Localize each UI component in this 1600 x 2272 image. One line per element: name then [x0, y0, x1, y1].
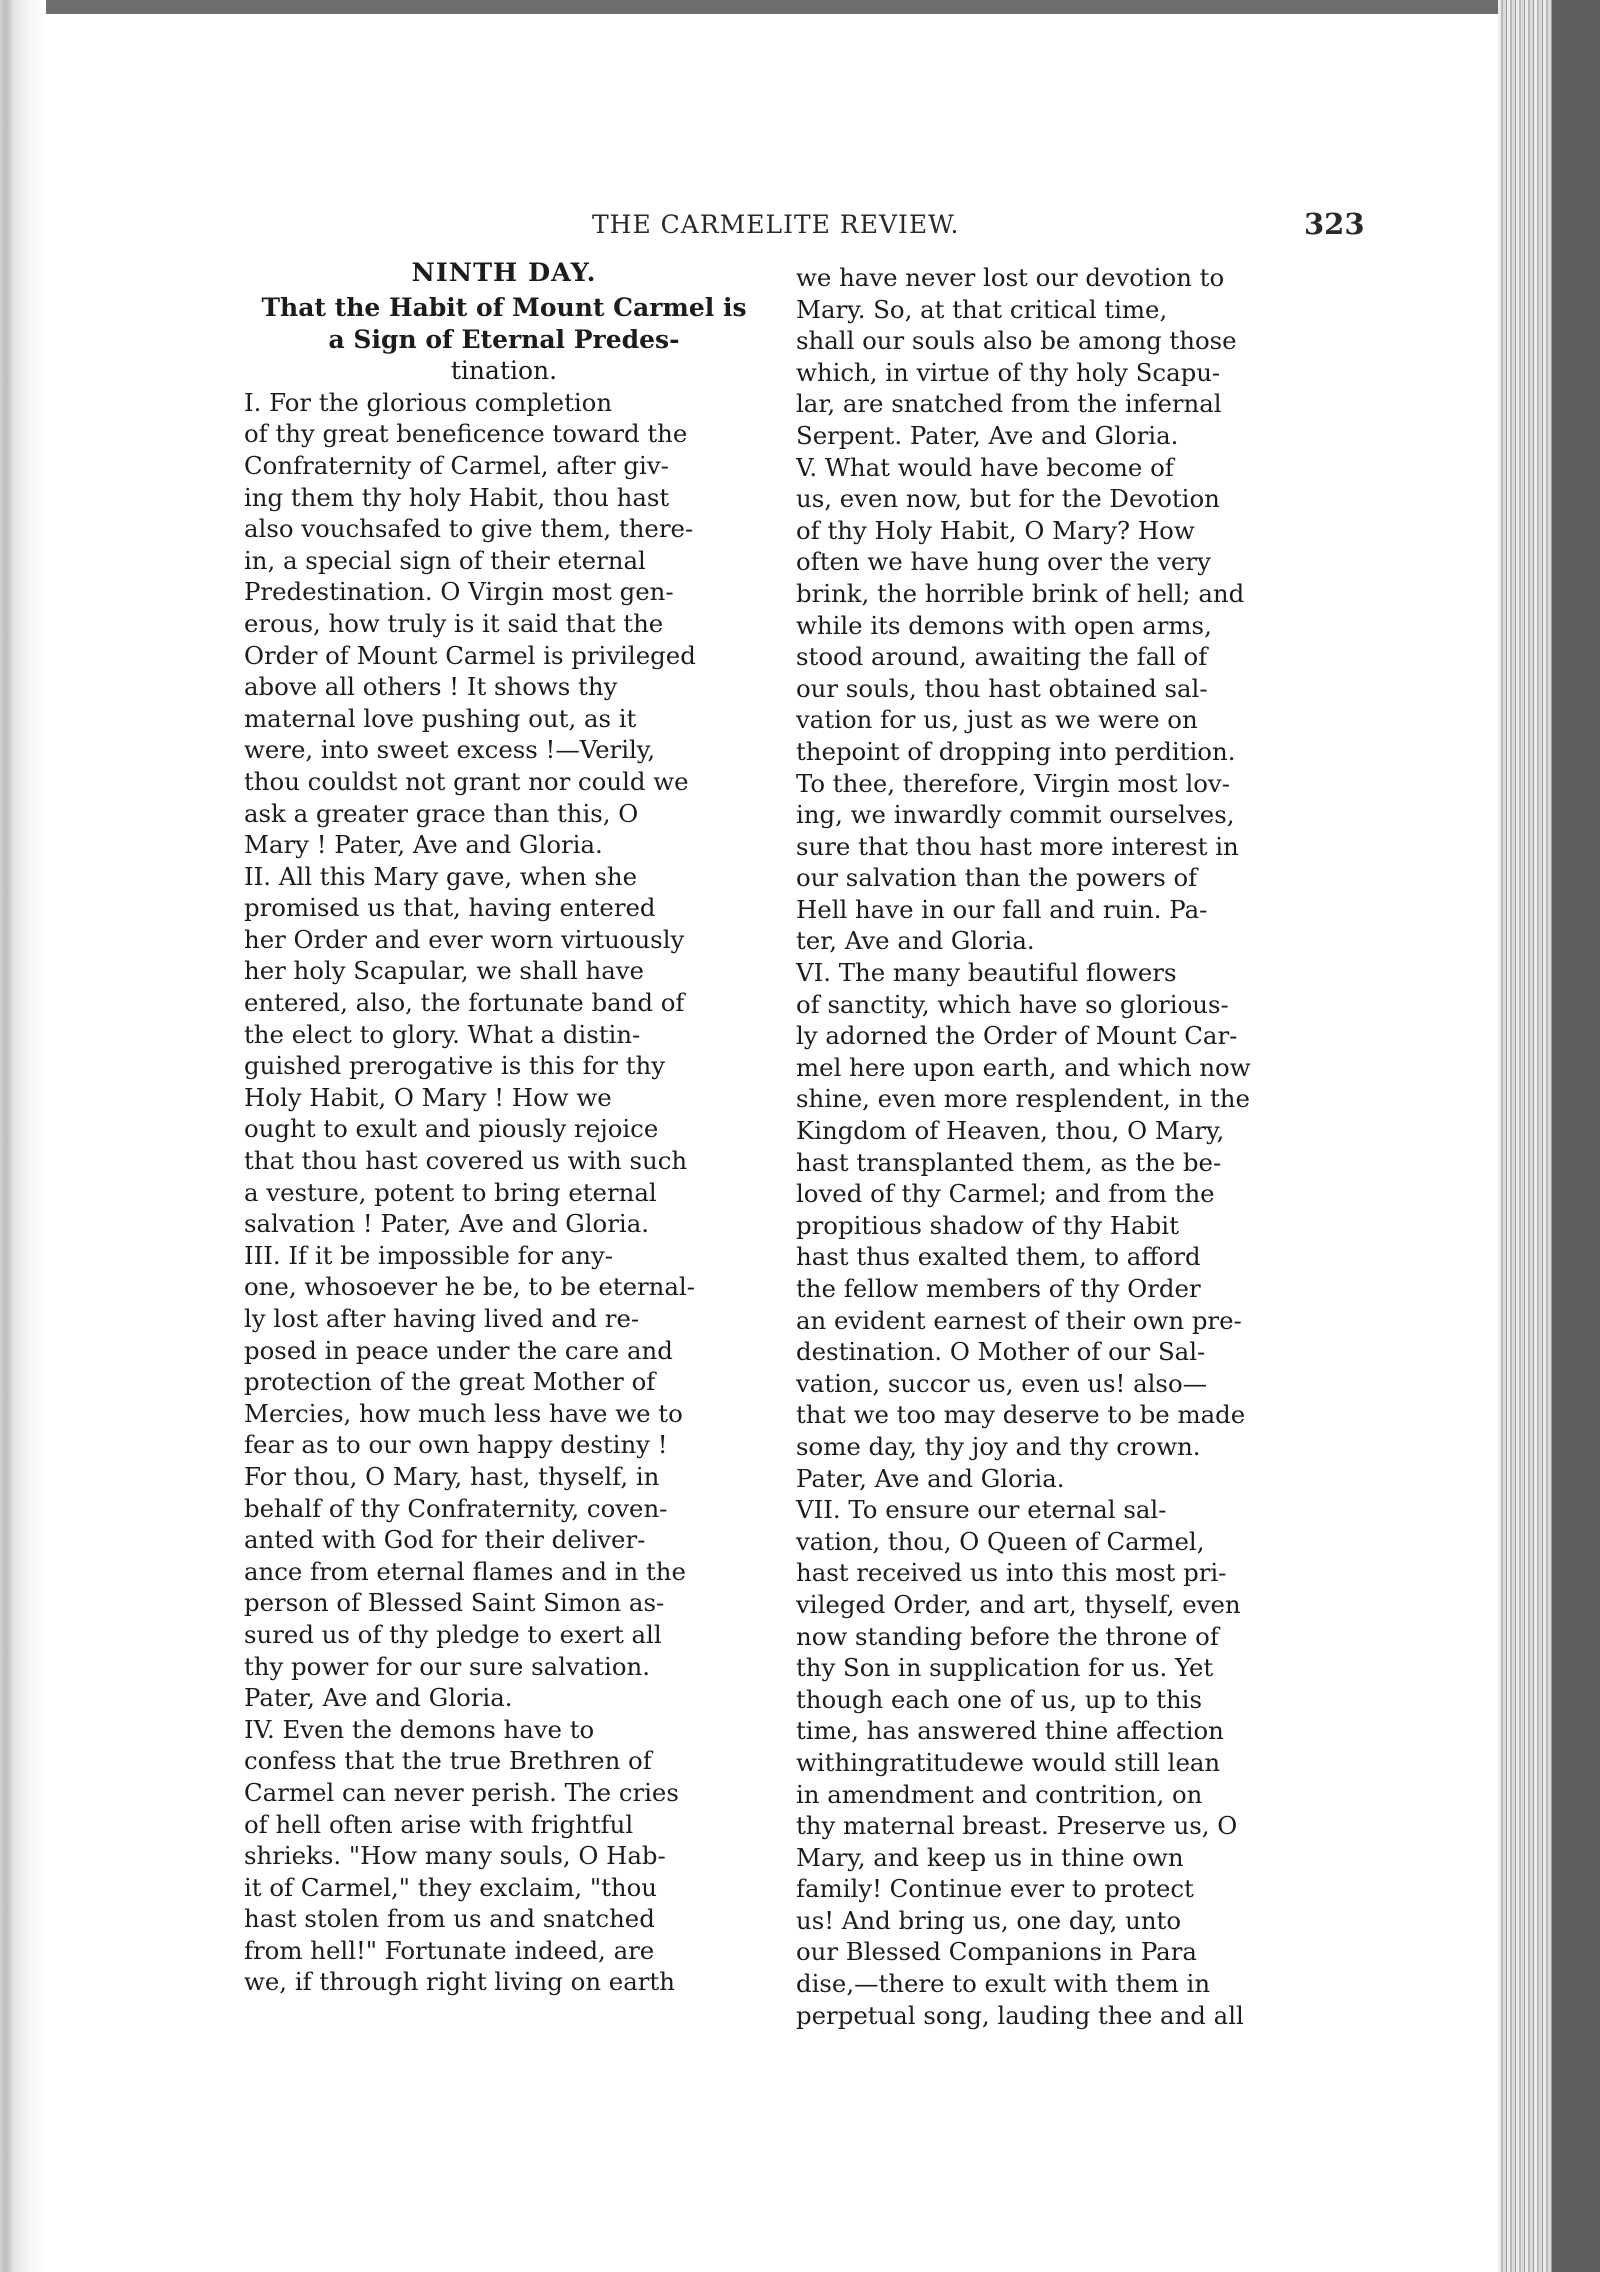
text-line: Mercies, how much less have we to	[244, 1398, 683, 1428]
text-line: the fellow members of thy Order	[796, 1274, 1201, 1303]
scan-top-border	[0, 0, 1600, 14]
text-line: thou couldst not grant nor could we	[244, 766, 689, 796]
text-line: shine, even more resplendent, in the	[796, 1084, 1250, 1114]
text-line: ly adorned the Order of Mount Car-	[796, 1021, 1238, 1051]
text-line: vation for us, just as we were on	[796, 705, 1198, 735]
text-line: thy maternal breast. Preserve us, O	[796, 1811, 1238, 1841]
text-line: protection of the great Mother of	[244, 1367, 656, 1397]
text-line: her holy Scapular, we shall have	[244, 956, 644, 986]
text-line: entered, also, the fortunate band of	[244, 988, 685, 1018]
right-column	[796, 262, 1342, 2031]
text-line: VII. To ensure our eternal sal-	[796, 1495, 1167, 1525]
text-line: II. All this Mary gave, when she	[244, 861, 638, 891]
text-line: ing, we inwardly commit ourselves,	[796, 800, 1235, 830]
text-line: an evident earnest of their own pre-	[796, 1305, 1242, 1335]
text-line: in amendment and contrition, on	[796, 1779, 1203, 1809]
page-number: 323	[1304, 207, 1365, 241]
text-line: confess that the true Brethren of	[244, 1746, 652, 1776]
text-line: Order of Mount Carmel is privileged	[244, 640, 696, 670]
section-title-line: That the Habit of Mount Carmel is	[261, 293, 747, 322]
text-line: Holy Habit, O Mary ! How we	[244, 1082, 612, 1112]
text-line: time, has answered thine affection	[796, 1716, 1224, 1746]
text-line: ance from eternal flames and in the	[244, 1556, 686, 1586]
text-line: Kingdom of Heaven, thou, O Mary,	[796, 1116, 1225, 1146]
text-line: behalf of thy Confraternity, coven-	[244, 1493, 668, 1523]
text-line: some day, thy joy and thy crown.	[796, 1431, 1201, 1461]
text-line: IV. Even the demons have to	[244, 1714, 595, 1744]
text-line: our salvation than the powers of	[796, 863, 1198, 893]
text-line: of hell often arise with frightful	[244, 1809, 634, 1839]
text-line: destination. O Mother of our Sal-	[796, 1337, 1206, 1367]
text-line: ing them thy holy Habit, thou hast	[244, 482, 670, 512]
text-line: guished prerogative is this for thy	[244, 1051, 665, 1081]
text-line: shall our souls also be among those	[796, 326, 1237, 356]
text-line: that thou hast covered us with such	[244, 1146, 688, 1176]
text-line: person of Blessed Saint Simon as-	[244, 1588, 665, 1618]
text-line: salvation ! Pater, Ave and Gloria.	[244, 1209, 649, 1239]
text-line: vileged Order, and art, thyself, even	[796, 1589, 1241, 1619]
text-line: it of Carmel," they exclaim, "thou	[244, 1872, 657, 1902]
book-page-edges	[1498, 0, 1552, 2272]
text-line: posed in peace under the care and	[244, 1335, 673, 1365]
text-line: us! And bring us, one day, unto	[796, 1905, 1182, 1935]
text-line: vation, succor us, even us! also—	[796, 1368, 1208, 1398]
text-line: of thy Holy Habit, O Mary? How	[796, 515, 1195, 545]
text-line: propitious shadow of thy Habit	[796, 1210, 1179, 1240]
text-line: stood around, awaiting the fall of	[796, 642, 1208, 672]
text-line: lar, are snatched from the infernal	[796, 389, 1222, 419]
text-line: dise,—there to exult with them in	[796, 1969, 1211, 1999]
text-line: Predestination. O Virgin most gen-	[244, 577, 674, 607]
text-line: one, whosoever he be, to be eternal-	[244, 1272, 695, 1302]
text-line: vation, thou, O Queen of Carmel,	[796, 1526, 1205, 1556]
text-line: hast stolen from us and snatched	[244, 1904, 655, 1934]
text-line: of sanctity, which have so glorious-	[796, 989, 1229, 1019]
text-line: ly lost after having lived and re-	[244, 1304, 640, 1333]
text-line: For thou, O Mary, hast, thyself, in	[244, 1461, 660, 1491]
text-line: her Order and ever worn virtuously	[244, 924, 685, 954]
text-line: III. If it be impossible for any-	[244, 1240, 614, 1270]
text-line: I. For the glorious completion	[244, 387, 613, 417]
text-line: often we have hung over the very	[796, 547, 1211, 577]
text-line: of thy great beneficence toward the	[244, 419, 688, 449]
text-line: were, into sweet excess !—Verily,	[244, 735, 656, 765]
text-line: ask a greater grace than this, O	[244, 798, 639, 828]
text-line: Confraternity of Carmel, after giv-	[244, 450, 669, 480]
text-line: a vesture, potent to bring eternal	[244, 1177, 657, 1207]
text-line: thepoint of dropping into perdition.	[796, 736, 1236, 766]
text-line: Pater, Ave and Gloria.	[796, 1463, 1065, 1493]
text-line: Carmel can never perish. The cries	[244, 1777, 679, 1807]
text-line: our souls, thou hast obtained sal-	[796, 673, 1208, 703]
text-line: sured us of thy pledge to exert all	[244, 1619, 662, 1649]
text-line: now standing before the throne of	[796, 1621, 1219, 1651]
text-line: withingratitudewe would still lean	[796, 1747, 1221, 1777]
text-line: also vouchsafed to give them, there-	[244, 514, 694, 544]
text-line: we have never lost our devotion to	[796, 263, 1225, 292]
section-heading: NINTH DAY.	[411, 258, 597, 288]
left-column	[244, 258, 764, 1998]
text-line: Hell have in our fall and ruin. Pa-	[796, 894, 1208, 924]
text-line: sure that thou hast more interest in	[796, 831, 1239, 861]
text-line: Mary. So, at that critical time,	[796, 294, 1168, 324]
text-line: from hell!" Fortunate indeed, are	[244, 1935, 655, 1965]
text-line: hast thus exalted them, to afford	[796, 1242, 1201, 1272]
text-line: hast received us into this most pri-	[796, 1558, 1227, 1588]
text-line: ought to exult and piously rejoice	[244, 1114, 659, 1144]
text-line: Serpent. Pater, Ave and Gloria.	[796, 420, 1179, 450]
text-line: our Blessed Companions in Para	[796, 1937, 1197, 1967]
text-line: while its demons with open arms,	[796, 610, 1212, 640]
text-line: family! Continue ever to protect	[796, 1874, 1194, 1904]
text-line: hast transplanted them, as the be-	[796, 1147, 1222, 1177]
text-line: perpetual song, lauding thee and all	[796, 2000, 1244, 2030]
right-column-body	[796, 262, 1342, 2031]
section-title-line: tination.	[450, 356, 558, 386]
text-line: Pater, Ave and Gloria.	[244, 1683, 513, 1713]
text-line: the elect to glory. What a distin-	[244, 1019, 641, 1049]
text-line: VI. The many beautiful flowers	[796, 958, 1177, 988]
text-line: promised us that, having entered	[244, 893, 656, 923]
text-line: brink, the horrible brink of hell; and	[796, 578, 1245, 608]
text-line: ter, Ave and Gloria.	[796, 926, 1035, 956]
text-line: thy Son in supplication for us. Yet	[796, 1653, 1214, 1683]
text-line: mel here upon earth, and which now	[796, 1052, 1251, 1082]
section-title-line: a Sign of Eternal Predes-	[328, 324, 680, 354]
running-title: THE CARMELITE REVIEW.	[592, 210, 960, 239]
text-line: that we too may deserve to be made	[796, 1400, 1246, 1430]
text-line: Mary, and keep us in thine own	[796, 1842, 1184, 1872]
text-line: which, in virtue of thy holy Scapu-	[796, 357, 1221, 387]
text-line: we, if through right living on earth	[244, 1967, 675, 1997]
text-line: maternal love pushing out, as it	[244, 703, 637, 733]
text-line: above all others ! It shows thy	[244, 672, 618, 702]
text-line: fear as to our own happy destiny !	[244, 1430, 668, 1460]
text-line: though each one of us, up to this	[796, 1684, 1202, 1714]
text-line: anted with God for their deliver-	[244, 1525, 646, 1555]
text-line: us, even now, but for the Devotion	[796, 484, 1220, 514]
left-column-body	[244, 387, 764, 1998]
text-line: V. What would have become of	[796, 452, 1174, 482]
text-line: erous, how truly is it said that the	[244, 608, 664, 638]
scan-left-gutter	[0, 0, 46, 2272]
text-line: thy power for our sure salvation.	[244, 1651, 650, 1681]
text-line: loved of thy Carmel; and from the	[796, 1179, 1215, 1209]
scan-right-border	[1552, 0, 1600, 2272]
text-line: To thee, therefore, Virgin most lov-	[796, 768, 1230, 798]
text-line: Mary ! Pater, Ave and Gloria.	[244, 830, 603, 860]
text-line: shrieks. "How many souls, O Hab-	[244, 1841, 666, 1871]
text-line: in, a special sign of their eternal	[244, 545, 646, 575]
